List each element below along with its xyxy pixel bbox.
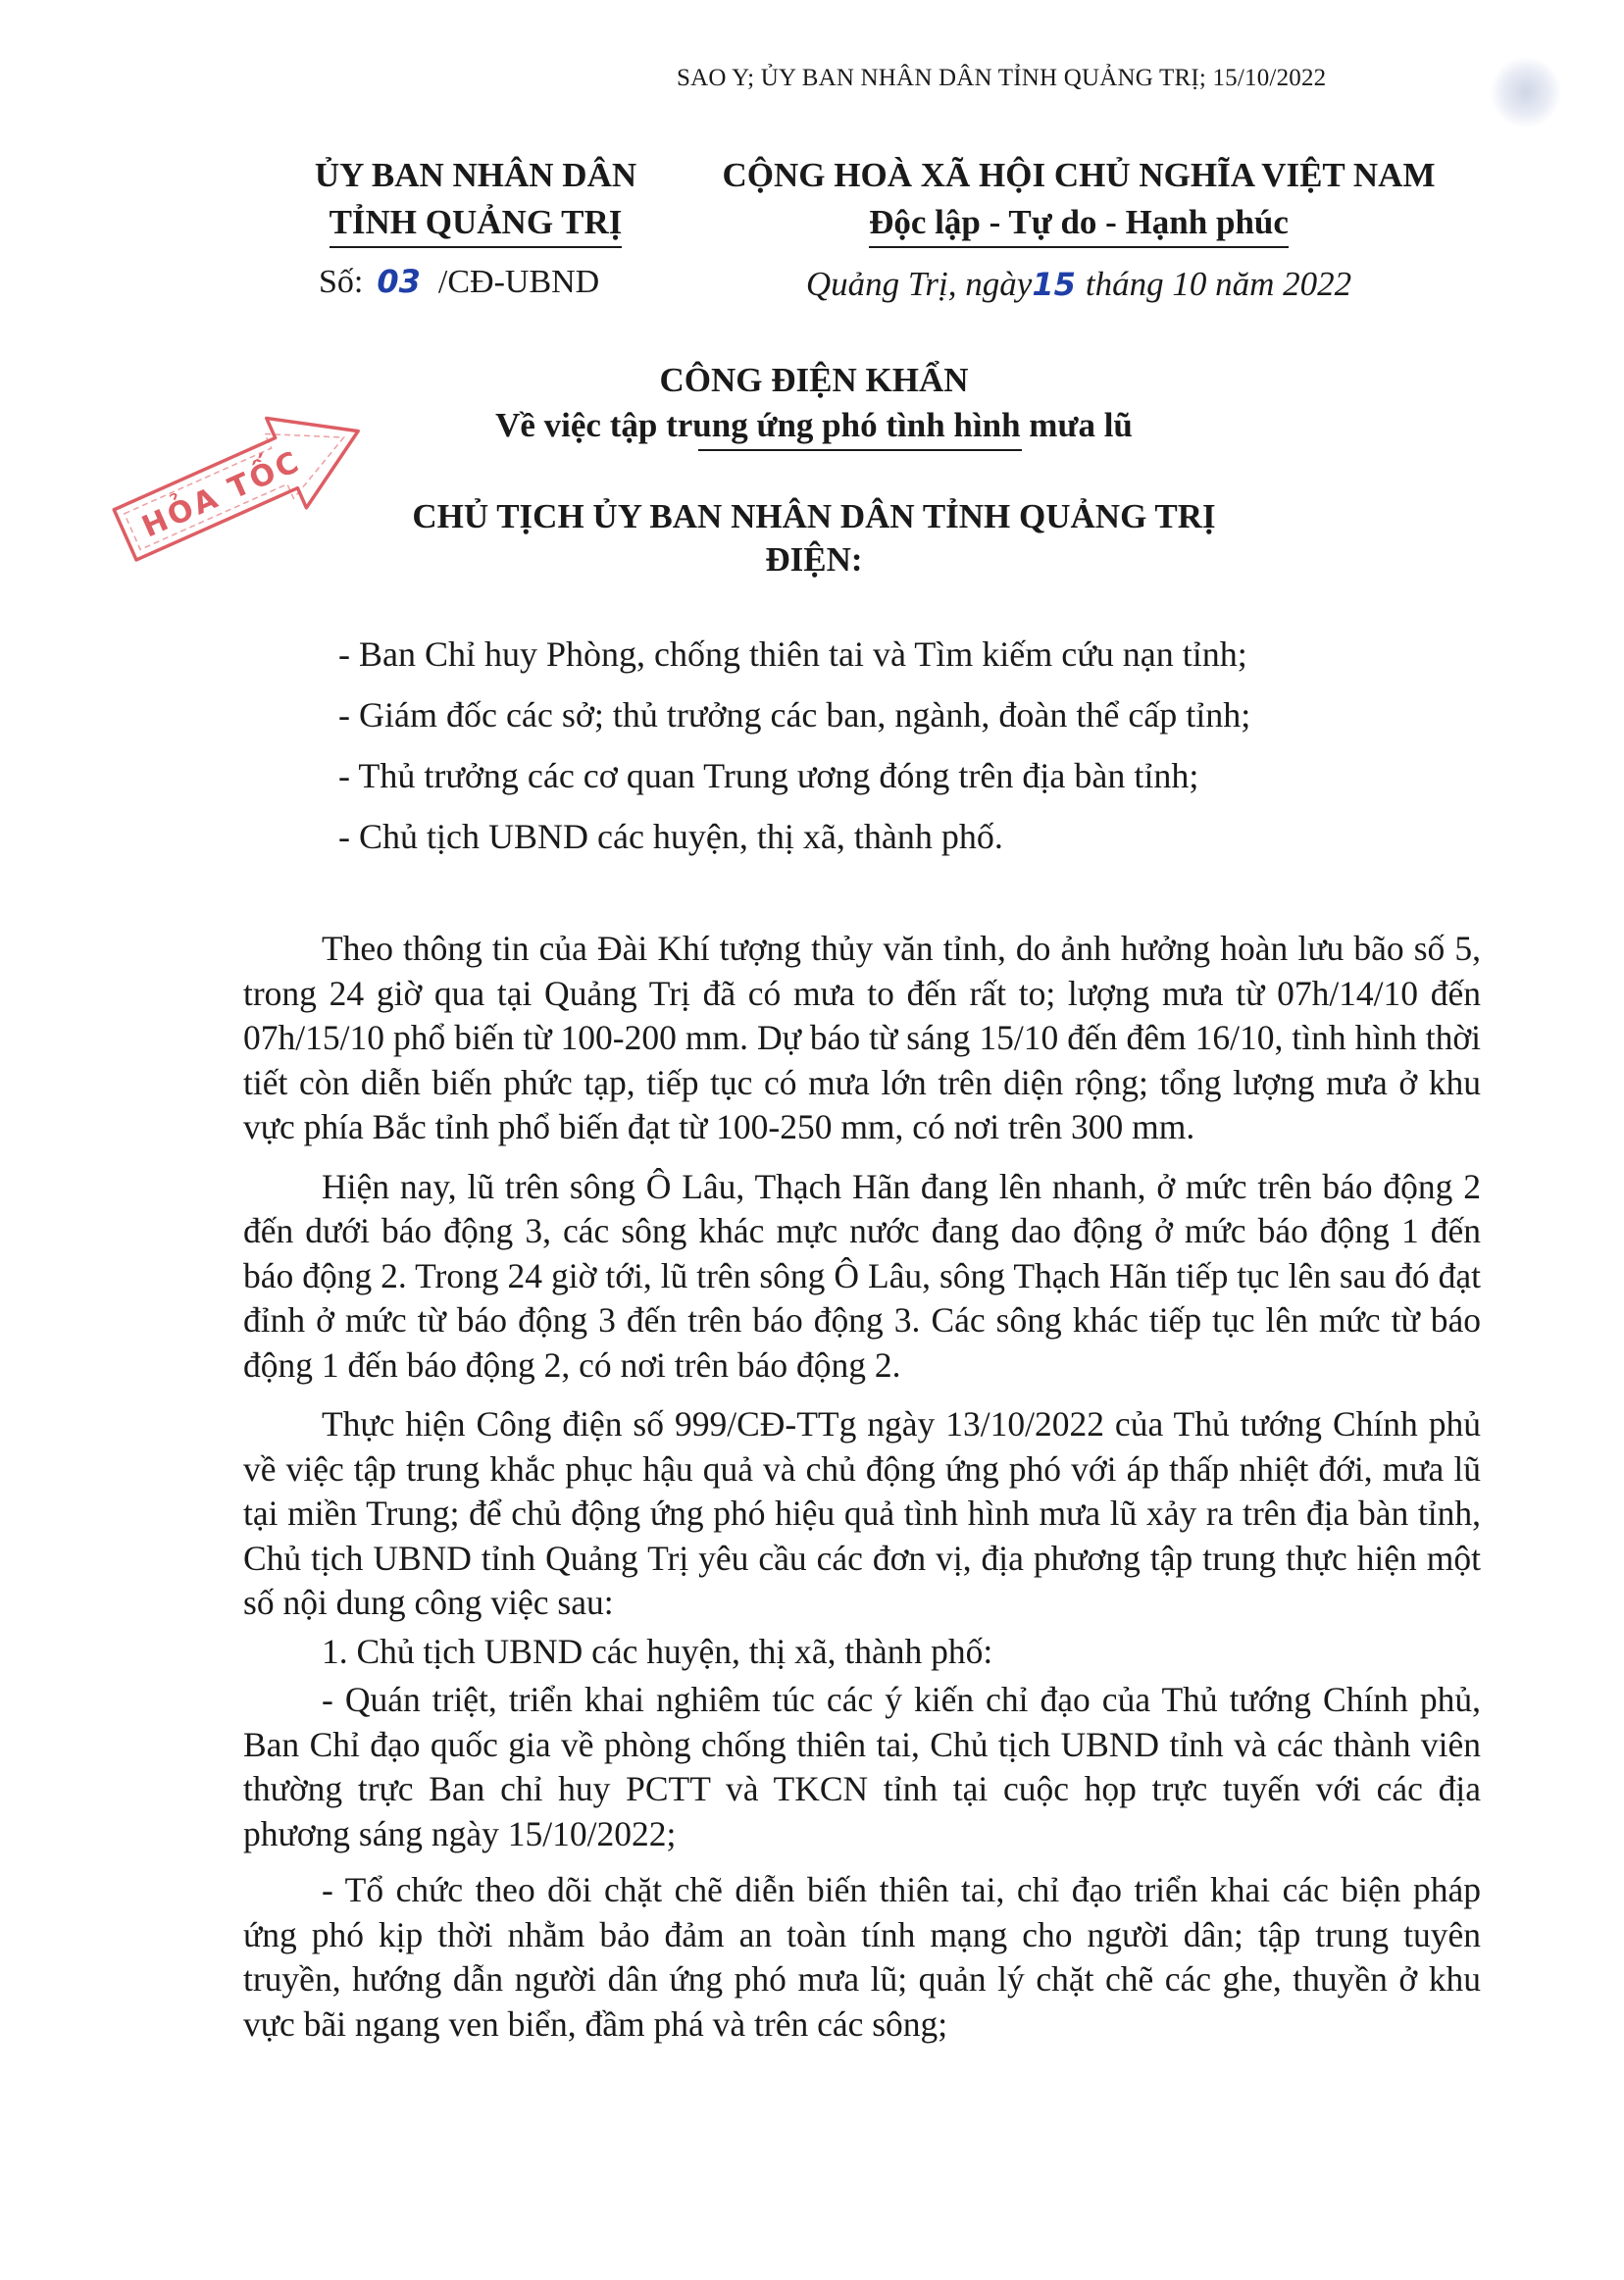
- issuer-line-1: ỦY BAN NHÂN DÂN: [314, 156, 637, 194]
- document-title: [294, 358, 1334, 448]
- recipient-item: - Thủ trưởng các cơ quan Trung ương đóng trên địa bàn tỉnh;: [338, 756, 1199, 795]
- national-motto-block: [686, 152, 1471, 248]
- recipient-item: - Chủ tịch UBND các huyện, thị xã, thành phố.: [338, 817, 1003, 856]
- national-motto: Độc lập - Tự do - Hạnh phúc: [869, 201, 1289, 248]
- place-date-rest: tháng 10 năm 2022: [1085, 265, 1352, 303]
- recipients-list: [338, 624, 1250, 867]
- body-list-item: - Quán triệt, triển khai nghiêm túc các ý kiến chỉ đạo của Thủ tướng Chính phủ, Ban Chỉ đạo quốc gia về phòng chống thiên tai, Chủ tịch UBND tỉnh và các thành viên thường trực Ban chỉ huy PCTT và TKCN tỉnh tại cuộc họp trực tuyến với các địa phương sáng ngày 15/10/2022;: [243, 1680, 1481, 1853]
- document-number-suffix: /CĐ-UBND: [437, 264, 600, 300]
- document-number: [319, 263, 599, 301]
- national-name: CỘNG HOÀ XÃ HỘI CHỦ NGHĨA VIỆT NAM: [722, 156, 1436, 194]
- body-paragraph: Hiện nay, lũ trên sông Ô Lâu, Thạch Hãn đang lên nhanh, ở mức trên báo động 2 đến dưới báo động 3, các sông khác mực nước đang dao động ở mức báo động 1 đến báo động 2. Trong 24 giờ tới, lũ trên sông Ô Lâu, sông Thạch Hãn tiếp tục lên sau đó đạt đỉnh ở mức từ báo động 3 đến trên báo động 3. Các sông khác tiếp tục lên mức từ báo động 1 đến báo động 2, có nơi trên báo động 2.: [243, 1166, 1481, 1385]
- sender-line-1: CHỦ TỊCH ỦY BAN NHÂN DÂN TỈNH QUẢNG TRỊ: [412, 497, 1216, 535]
- place-and-date: [686, 265, 1471, 304]
- section-heading: 1. Chủ tịch UBND các huyện, thị xã, thành phố:: [322, 1631, 993, 1671]
- document-body: [243, 927, 1481, 2058]
- place-date-day: 15: [1032, 266, 1076, 303]
- body-paragraph: Thực hiện Công điện số 999/CĐ-TTg ngày 13/10/2022 của Thủ tướng Chính phủ về việc tập trung khắc phục hậu quả và chủ động ứng phó với áp thấp nhiệt đới, mưa lũ tại miền Trung; để chủ động ứng phó hiệu quả tình hình mưa lũ xảy ra trên địa bàn tỉnh, Chủ tịch UBND tỉnh Quảng Trị yêu cầu các đơn vị, địa phương tập trung thực hiện một số nội dung công việc sau:: [243, 1404, 1481, 1622]
- document-subject: Về việc tập trung ứng phó tình hình mưa lũ: [495, 406, 1133, 444]
- document-number-prefix: Số:: [319, 264, 364, 300]
- title-underline: [698, 449, 1022, 451]
- document-number-value: 03: [377, 263, 421, 300]
- body-paragraph: Theo thông tin của Đài Khí tượng thủy văn tỉnh, do ảnh hưởng hoàn lưu bão số 5, trong 24 giờ qua tại Quảng Trị đã có mưa to đến rất to; lượng mưa từ 07h/14/10 đến 07h/15/10 phổ biến từ 100-200 mm. Dự báo từ sáng 15/10 đến đêm 16/10, tình hình thời tiết còn diễn biến phức tạp, tiếp tục có mưa lớn trên diện rộng; tổng lượng mưa ở khu vực phía Bắc tỉnh phổ biến đạt từ 100-250 mm, có nơi trên 300 mm.: [243, 929, 1481, 1146]
- issuer-line-2: TỈNH QUẢNG TRỊ: [330, 201, 623, 248]
- sender-block: [294, 495, 1334, 582]
- body-list-item: - Tổ chức theo dõi chặt chẽ diễn biến thiên tai, chỉ đạo triển khai các biện pháp ứng phó kịp thời nhằm bảo đảm an toàn tính mạng cho người dân; tập trung tuyên truyền, hướng dẫn người dân ứng phó mưa lũ; quản lý chặt chẽ các ghe, thuyền ở khu vực bãi ngang ven biển, đầm phá và trên các sông;: [243, 1870, 1481, 2044]
- recipient-item: - Giám đốc các sở; thủ trưởng các ban, ngành, đoàn thể cấp tỉnh;: [338, 695, 1251, 735]
- scan-smudge-mark: [1491, 57, 1561, 127]
- recipient-item: - Ban Chỉ huy Phòng, chống thiên tai và Tìm kiếm cứu nạn tỉnh;: [338, 634, 1247, 674]
- place-date-prefix: Quảng Trị, ngày: [805, 265, 1033, 303]
- document-type: CÔNG ĐIỆN KHẨN: [659, 361, 969, 399]
- issuer-block: [284, 152, 667, 248]
- sender-line-2: ĐIỆN:: [765, 540, 863, 579]
- urgent-stamp-text: HỎA TỐC: [136, 444, 307, 545]
- copy-certification-line: SAO Y; ỦY BAN NHÂN DÂN TỈNH QUẢNG TRỊ; 15/10/2022: [677, 65, 1327, 91]
